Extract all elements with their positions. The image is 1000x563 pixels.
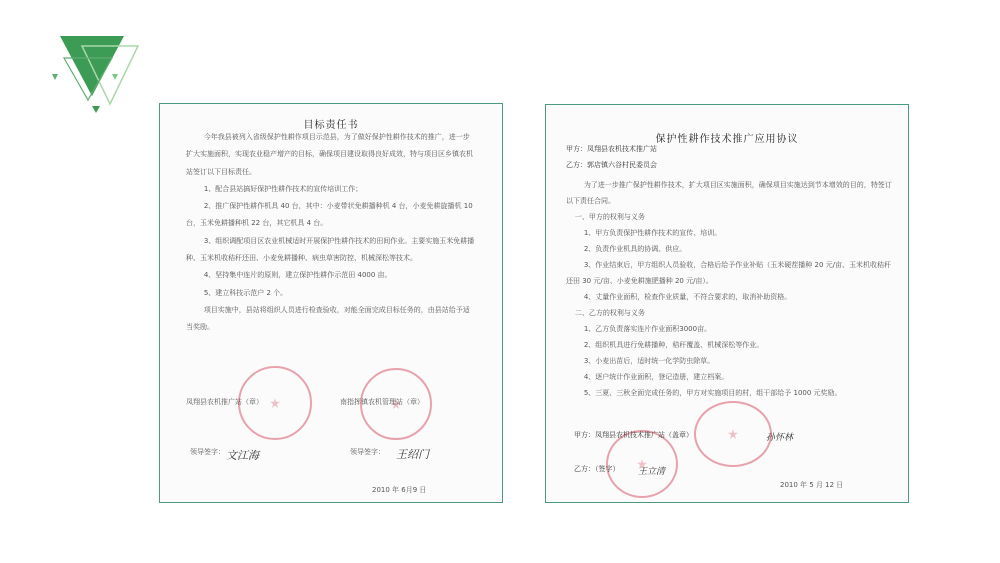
body-paragraph: 4、逐户统计作业面积，登记造册，建立档案。 bbox=[566, 373, 729, 381]
body-paragraph: 3、作业结束后，甲方组织人员验收，合格后给予作业补贴（玉米硬茬播种 20 元/亩、玉米机收秸秆还田 30 元/亩、小麦免耕施肥播种 20 元/亩）。 bbox=[566, 261, 891, 285]
handwritten-signature: 文江海 bbox=[226, 449, 259, 462]
party-b-line: 乙方：郭店镇六谷村民委员会 bbox=[566, 161, 657, 169]
handwritten-signature: 孙怀林 bbox=[766, 433, 794, 443]
triangle-logo-icon bbox=[52, 34, 142, 114]
document-body bbox=[186, 129, 476, 337]
body-paragraph: 3、小麦出苗后，适时统一化学防虫除草。 bbox=[566, 357, 715, 365]
body-paragraph: 1、乙方负责落实连片作业面积3000亩。 bbox=[566, 325, 712, 333]
body-paragraph: 3、组织调配项目区农业机械适时开展保护性耕作技术的田间作业。主要实施玉米免耕播种、玉米机收秸秆还田、小麦免耕播种、病虫草害防控、机械深松等技术。 bbox=[186, 236, 475, 263]
handwritten-signature: 王绍门 bbox=[396, 448, 429, 461]
body-paragraph: 1、配合县站搞好保护性耕作技术的宣传培训工作； bbox=[186, 184, 363, 193]
leader-signature-label: 领导签字： bbox=[350, 448, 385, 456]
document-title: 目标责任书 bbox=[303, 120, 359, 131]
body-paragraph: 为了进一步推广保护性耕作技术，扩大项目区实施面积，确保项目实施达到节本增效的目的，特签订以下责任合同。 bbox=[566, 181, 892, 205]
party-left-label: 凤翔县农机推广站（章） bbox=[186, 398, 263, 406]
leader-signature-label: 领导签字： bbox=[190, 448, 225, 456]
red-seal-stamp bbox=[694, 401, 772, 467]
document-body bbox=[566, 177, 896, 401]
body-paragraph: 今年我县被列入省级保护性耕作项目示范县，为了做好保护性耕作技术的推广，进一步扩大实施面积，实现农业稳产增产的目标，确保项目建设取得良好成效，特与项目区乡镇农机站签订以下目标责任。 bbox=[186, 133, 473, 176]
body-paragraph: 4、丈量作业面积，检查作业质量，不符合要求的，取消补助资格。 bbox=[566, 293, 792, 301]
body-paragraph: 5、三夏、三秋全面完成任务的，甲方对实施项目的村，组干部给予 1000 元奖励。 bbox=[566, 389, 842, 397]
responsibility-document bbox=[159, 103, 503, 503]
body-paragraph: 项目实施中，县站将组织人员进行检查验收，对能全面完成目标任务的，由县站给予适当奖励。 bbox=[186, 305, 470, 332]
party-a-line: 甲方：凤翔县农机技术推广站 bbox=[566, 145, 657, 153]
party-right-label: 南指挥镇农机管理站（章） bbox=[340, 398, 424, 406]
agreement-document bbox=[545, 104, 909, 503]
body-paragraph: 5、建立科技示范户 2 个。 bbox=[186, 288, 288, 297]
body-paragraph: 2、负责作业机具的协调、供应。 bbox=[566, 245, 687, 253]
handwritten-signature: 王立清 bbox=[638, 467, 666, 477]
body-paragraph: 4、坚持集中连片的原则，建立保护性耕作示范田 4000 亩。 bbox=[186, 271, 392, 280]
document-title: 保护性耕作技术推广应用协议 bbox=[655, 134, 799, 145]
body-paragraph: 1、甲方负责保护性耕作技术的宣传、培训。 bbox=[566, 229, 722, 237]
document-date: 2010 年 6月9 日 bbox=[372, 486, 427, 494]
body-paragraph: 2、组织机具进行免耕播种，秸秆覆盖、机械深松等作业。 bbox=[566, 341, 764, 349]
section-heading: 一、甲方的权利与义务 bbox=[566, 213, 645, 221]
party-b-signature-label: 乙方：（签字） bbox=[574, 465, 620, 473]
party-a-signature-label: 甲方：凤翔县农机技术推广站（盖章） bbox=[574, 431, 693, 439]
section-heading: 二、乙方的权利与义务 bbox=[566, 309, 645, 317]
body-paragraph: 2、推广保护性耕作机具 40 台，其中：小麦带状免耕播种机 4 台，小麦免耕旋播机 10 台，玉米免耕播种机 22 台，其它机具 4 台。 bbox=[186, 202, 475, 228]
document-date: 2010 年 5 月 12 日 bbox=[780, 481, 844, 489]
